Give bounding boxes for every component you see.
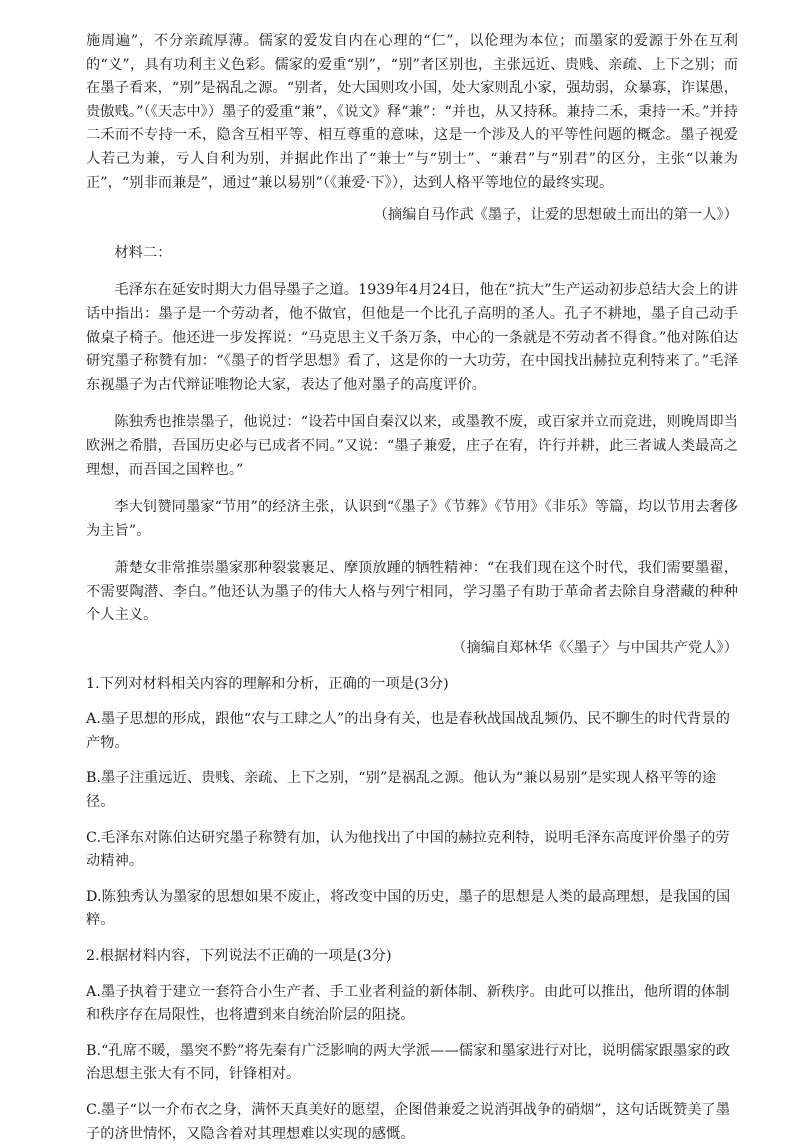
material1-paragraph: 施周遍”，不分亲疏厚薄。儒家的爱发自内在心理的“仁”，以伦理为本位；而墨家的爱源于外在互利的“义”，具有功利主义色彩。儒家的爱重“别”，“别”者区别也，主张远近、贵贱、亲疏、上下之别；而在墨子看来，“别”是祸乱之源。“别者，处大国则攻小国，处大家则乱小家，强劫弱，众暴寡，诈谋愚，贵傲贱。”（《天志中》）墨子的爱重“兼”，《说文》释“兼”：“并也，从又持秝。兼持二禾，秉持一禾。”并持二禾而不专持一禾，隐含互相平等、相互尊重的意味，这是一个涉及人的平等性问题的概念。墨子视爱人若己为兼，亏人自利为别，并据此作出了“兼士”与“别士”、“兼君”与“别君”的区分，主张“以兼为正”，“别非而兼是”，通过“兼以易别”（《兼爱·下》），达到人格平等地位的最终实现。	[86, 33, 738, 191]
question-2-stem: 2.根据材料内容，下列说法不正确的一项是(3分)	[86, 948, 392, 964]
material2-paragraph-2: 陈独秀也推崇墨子，他说过：“设若中国自秦汉以来，或墨教不废，或百家并立而竞进，则晚周即当欧洲之希腊，吾国历史必与已成者不同。”又说：“墨子兼爱，庄子在宥，许行并耕，此三者诚人类最高之理想，而吾国之国粹也。”	[86, 414, 738, 478]
question-1-option-b: B.墨子注重远近、贵贱、亲疏、上下之别，“别”是祸乱之源。他认为“兼以易别”是实现人格平等的途径。	[86, 770, 717, 811]
question-1-option-c: C.毛泽东对陈伯达研究墨子称赞有加，认为他找出了中国的赫拉克利特，说明毛泽东高度评价墨子的劳动精神。	[86, 829, 730, 870]
material1-source: （摘编自马作武《墨子，让爱的思想破土而出的第一人》）	[373, 207, 738, 224]
material2-paragraph-3: 李大钊赞同墨家“节用”的经济主张，认识到“《墨子》《节葬》《节用》《非乐》等篇，均以节用去奢侈为主旨”。	[86, 499, 738, 539]
question-2-option-c: C.墨子“以一介布衣之身，满怀天真美好的愿望，企图借兼爱之说消弭战争的硝烟”，这句话既赞美了墨子的济世情怀，又隐含着对其理想难以实现的感慨。	[86, 1101, 731, 1142]
material2-paragraph-4: 萧楚女非常推崇墨家那种裂裳裹足、摩顶放踵的牺牲精神：“在我们现在这个时代，我们需要墨翟，不需要陶潜、李白。”他还认为墨子的伟大人格与列宁相同，学习墨子有助于革命者去除自身潜藏的种种个人主义。	[86, 560, 738, 624]
question-2-option-b: B.“孔席不暖，墨突不黔”将先秦有广泛影响的两大学派——儒家和墨家进行对比，说明儒家跟墨家的政治思想主张大有不同，针锋相对。	[86, 1042, 731, 1083]
material2-heading: 材料二：	[114, 244, 172, 261]
question-1-option-d: D.陈独秀认为墨家的思想如果不废止，将改变中国的历史，墨子的思想是人类的最高理想，是我国的国粹。	[86, 888, 731, 929]
material2-paragraph-1: 毛泽东在延安时期大力倡导墨子之道。1939年4月24日，他在“抗大”生产运动初步总结大会上的讲话中指出：墨子是一个劳动者，他不做官，但他是一个比孔子高明的圣人。孔子不耕地，墨子自己动手做桌子椅子。他还进一步发挥说：“马克思主义千条万条，中心的一条就是不劳动者不得食。”他对陈伯达研究墨子称赞有加：“《墨子的哲学思想》看了，这是你的一大功劳，在中国找出赫拉克利特来了。”毛泽东视墨子为古代辩证唯物论大家，表达了他对墨子的高度评价。	[86, 282, 738, 393]
document-page	[86, 30, 738, 1146]
question-2-option-a: A.墨子执着于建立一套符合小生产者、手工业者利益的新体制、新秩序。由此可以推出，他所谓的体制和秩序存在局限性，也将遭到来自统治阶层的阻挠。	[86, 983, 730, 1024]
question-1-option-a: A.墨子思想的形成，跟他“农与工肆之人”的出身有关，也是春秋战国战乱频仍、民不聊生的时代背景的产物。	[86, 711, 731, 751]
material2-source: （摘编自郑林华《〈墨子〉与中国共产党人》）	[452, 640, 738, 657]
question-1-stem: 1.下列对材料相关内容的理解和分析，正确的一项是(3分)	[86, 675, 449, 692]
